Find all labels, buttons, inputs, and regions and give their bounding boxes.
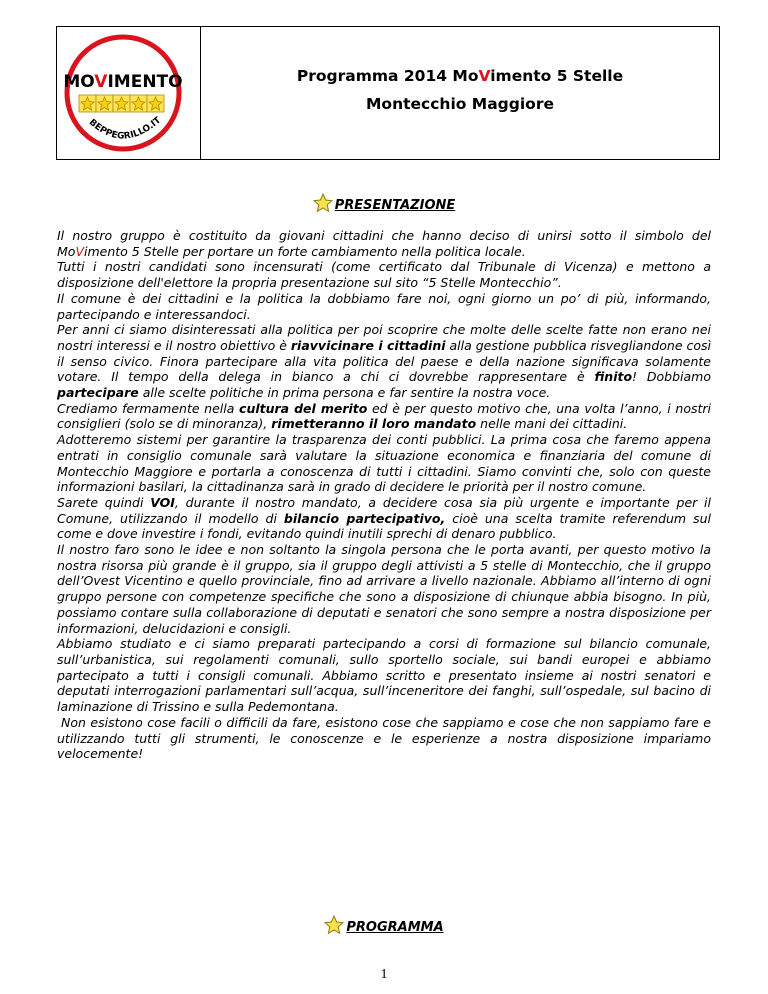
paragraph: Abbiamo studiato e ci siamo preparati partecipando a corsi di formazione sul bilancio comunale, sull’urbanistica, sui regolamenti comunali, sullo sportello sociale, sui bandi europei e abbiamo partecipato a tutti i consigli comunali. Abbiamo scritto e presentato insieme ai nostri senatori e deputati interrogazioni parlamentari sull’acqua, sull’inceneritore dei fanghi, sull’ospedale, sul bacino di laminazione di Trissino e sulla Pedemontana. bbox=[57, 636, 711, 715]
paragraph: Non esistono cose facili o difficili da fare, esistono cose che sappiamo e cose che non sappiamo fare e utilizzando tutti gli strumenti, le conoscenze e le esperienze a nostra disposizione impariamo velocemente! bbox=[57, 714, 711, 762]
page-number: 1 bbox=[380, 967, 388, 982]
paragraph: Il nostro faro sono le idee e non soltanto la singola persona che le porta avanti, per questo motivo la nostra risorsa più grande è il gruppo, sia il gruppo degli attivisti a 5 stelle di Montecchio, che il gruppo dell’Ovest Vicentino e quello provinciale, fino ad arrivare a livello nazionale. Abbiamo all’interno di ogni gruppo persone con competenze specifiche che sono a disposizione di chiunque abbia bisogno. In più, possiamo contare sulla collaborazione di deputati e senatori che sono sempre a nostra disposizione per informazioni, delucidazioni e consigli. bbox=[57, 542, 711, 636]
paragraph: Sarete quindi VOI, durante il nostro mandato, a decidere cosa sia più urgente e importante per il Comune, utilizzando il modello di bilancio partecipativo, cioè una scelta tramite referendum sul come e dove investire i fondi, evitando quindi inutili sprechi di denaro pubblico. bbox=[57, 494, 711, 542]
paragraph: Tutti i nostri candidati sono incensurati (come certificato dal Tribunale di Vicenza) e mettono a disposizione dell'elettore la propria presentazione sul sito “5 Stelle Montecchio”. bbox=[57, 259, 711, 291]
document-subtitle: Montecchio Maggiore bbox=[366, 95, 554, 113]
presentation-body bbox=[57, 228, 711, 762]
star-icon bbox=[324, 915, 344, 935]
svg-text:BEPPEGRILLO.IT: BEPPEGRILLO.IT bbox=[86, 115, 164, 142]
paragraph: Il comune è dei cittadini e la politica la dobbiamo fare noi, ogni giorno un po’ di più, informando, partecipando e interessandoci. bbox=[57, 290, 711, 322]
paragraph: Per anni ci siamo disinteressati alla politica per poi scoprire che molte delle scelte fatte non erano nei nostri interessi e il nostro obiettivo è riavvicinare i cittadini alla gestione pubblica risvegliandone così il senso civico. Finora partecipare alla vita politica del paese e della nazione significava solamente votare. Il tempo della delega in bianco a chi ci dovrebbe rappresentare è finito! Dobbiamo partecipare alle scelte politiche in prima persona e far sentire la nostra voce. bbox=[57, 322, 712, 401]
paragraph: Adotteremo sistemi per garantire la trasparenza dei conti pubblici. La prima cosa che faremo appena entrati in consiglio comunale sarà valutare la situazione economica e finanziaria del comune di Montecchio Maggiore e portarla a conoscenza di tutti i cittadini. Siamo convinti che, solo con queste informazioni basilari, la cittadinanza sarà in grado di decidere le priorità per il nostro comune. bbox=[57, 432, 711, 495]
movimento-5-stelle-logo bbox=[63, 33, 183, 153]
header-table bbox=[56, 26, 720, 160]
section-heading-programma: PROGRAMMA bbox=[0, 915, 768, 935]
svg-text:MOVIMENTO: MOVIMENTO bbox=[63, 72, 183, 92]
document-title: Programma 2014 MoVimento 5 Stelle bbox=[296, 67, 624, 85]
paragraph: Crediamo fermamente nella cultura del merito ed è per questo motivo che, una volta l’anno, i nostri consiglieri (solo se di minoranza), rimetteranno il loro mandato nelle mani dei cittadini. bbox=[57, 400, 711, 432]
section-heading-presentazione: PRESENTAZIONE bbox=[0, 193, 768, 213]
title-cell bbox=[201, 27, 719, 159]
paragraph: Il nostro gruppo è costituito da giovani cittadini che hanno deciso di unirsi sotto il simbolo del MoVimento 5 Stelle per portare un forte cambiamento nella politica locale. bbox=[57, 228, 711, 259]
star-icon bbox=[313, 193, 333, 213]
logo-cell bbox=[57, 27, 201, 159]
